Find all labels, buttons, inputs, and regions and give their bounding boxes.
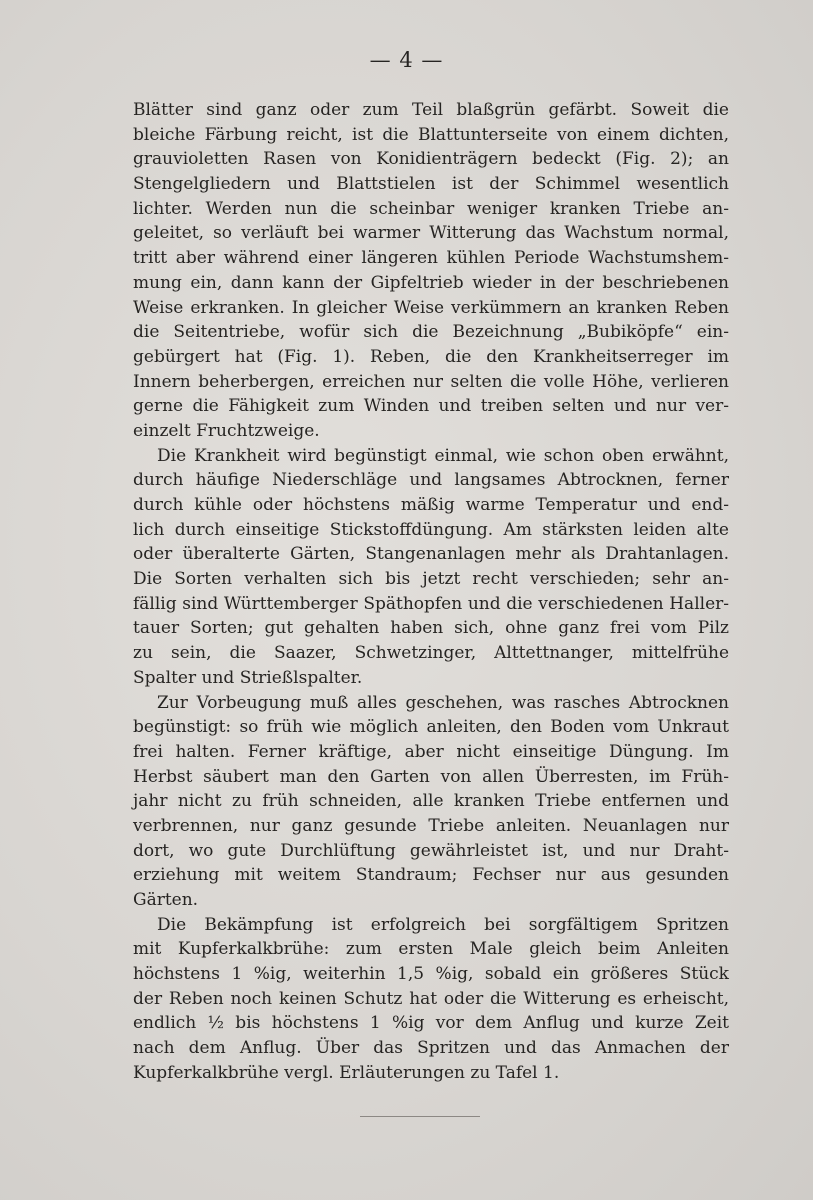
text-line: höchstens 1 %ig, weiterhin 1,5 %ig, sobald ein größeres Stück bbox=[133, 964, 729, 985]
text-line: frei halten. Ferner kräftige, aber nicht einseitige Düngung. Im bbox=[133, 741, 729, 762]
text-line: bleiche Färbung reicht, ist die Blattunterseite von einem dichten, bbox=[133, 124, 729, 145]
text-line: mung ein, dann kann der Gipfeltrieb wieder in der beschriebenen bbox=[133, 272, 729, 293]
text-line: erziehung mit weitem Standraum; Fechser nur aus gesunden bbox=[133, 865, 729, 886]
text-line: mit Kupferkalkbrühe: zum ersten Male gleich beim Anleiten bbox=[133, 939, 729, 960]
text-line: begünstigt: so früh wie möglich anleiten, den Boden vom Unkraut bbox=[133, 717, 729, 738]
text-line: tritt aber während einer längeren kühlen Periode Wachstumshem- bbox=[133, 248, 729, 269]
text-line: jahr nicht zu früh schneiden, alle kranken Triebe entfernen und bbox=[133, 791, 729, 812]
text-line: Die Bekämpfung ist erfolgreich bei sorgfältigem Spritzen bbox=[157, 914, 729, 935]
text-line: gerne die Fähigkeit zum Winden und treiben selten und nur ver- bbox=[133, 396, 729, 417]
text-line: lichter. Werden nun die scheinbar weniger kranken Triebe an- bbox=[133, 198, 729, 219]
text-line: dort, wo gute Durchlüftung gewährleistet ist, und nur Draht- bbox=[133, 840, 729, 861]
text-line: durch häufige Niederschläge und langsames Abtrocknen, ferner bbox=[133, 470, 729, 491]
text-line: zu sein, die Saazer, Schwetzinger, Alttettnanger, mittelfrühe bbox=[133, 643, 729, 664]
text-line: grauvioletten Rasen von Konidienträgern bedeckt (Fig. 2); an bbox=[133, 149, 729, 170]
text-line: geleitet, so verläuft bei warmer Witterung das Wachstum normal, bbox=[133, 223, 729, 244]
paragraph-2 bbox=[133, 444, 729, 691]
text-line: fällig sind Württemberger Späthopfen und die verschiedenen Haller- bbox=[133, 593, 729, 614]
text-line: Die Krankheit wird begünstigt einmal, wie schon oben erwähnt, bbox=[157, 445, 729, 466]
text-line: Spalter und Strießlspalter. bbox=[133, 667, 363, 688]
text-line: Herbst säubert man den Garten von allen Überresten, im Früh- bbox=[133, 766, 729, 787]
text-line: durch kühle oder höchstens mäßig warme Temperatur und end- bbox=[133, 495, 729, 515]
text-line: die Seitentriebe, wofür sich die Bezeichnung „Bubiköpfe“ ein- bbox=[133, 322, 729, 343]
text-line: der Reben noch keinen Schutz hat oder die Witterung es erheischt, bbox=[133, 988, 729, 1009]
paragraph-3 bbox=[133, 691, 729, 913]
text-line: oder überalterte Gärten, Stangenanlagen mehr als Drahtanlagen. bbox=[133, 544, 729, 565]
body-text bbox=[133, 98, 729, 1086]
text-line: Innern beherbergen, erreichen nur selten die volle Höhe, verlieren bbox=[133, 371, 729, 392]
text-line: tauer Sorten; gut gehalten haben sich, ohne ganz frei vom Pilz bbox=[133, 618, 729, 639]
page-number: — 4 — bbox=[369, 48, 444, 72]
paragraph-4 bbox=[133, 913, 729, 1086]
text-line: einzelt Fruchtzweige. bbox=[133, 420, 320, 441]
footer-divider bbox=[360, 1116, 480, 1117]
text-line: lich durch einseitige Stickstoffdüngung. Am stärksten leiden alte bbox=[133, 519, 729, 540]
text-line: Die Sorten verhalten sich bis jetzt recht verschieden; sehr an- bbox=[133, 569, 729, 590]
text-line: Blätter sind ganz oder zum Teil blaßgrün gefärbt. Soweit die bbox=[133, 100, 729, 120]
text-line: Weise erkranken. In gleicher Weise verkümmern an kranken Reben bbox=[133, 297, 729, 318]
text-line: gebürgert hat (Fig. 1). Reben, die den Krankheitserreger im bbox=[133, 346, 729, 367]
text-line: Stengelgliedern und Blattstielen ist der Schimmel wesentlich bbox=[133, 174, 729, 195]
text-line: Kupferkalkbrühe vergl. Erläuterungen zu Tafel 1. bbox=[133, 1062, 560, 1083]
text-line: nach dem Anflug. Über das Spritzen und das Anmachen der bbox=[133, 1038, 729, 1059]
text-line: verbrennen, nur ganz gesunde Triebe anleiten. Neuanlagen nur bbox=[133, 815, 729, 836]
text-line: Zur Vorbeugung muß alles geschehen, was rasches Abtrocknen bbox=[157, 692, 729, 713]
paragraph-1 bbox=[133, 98, 729, 444]
text-line: endlich ½ bis höchstens 1 %ig vor dem Anflug und kurze Zeit bbox=[133, 1013, 729, 1034]
text-line: Gärten. bbox=[133, 890, 199, 910]
